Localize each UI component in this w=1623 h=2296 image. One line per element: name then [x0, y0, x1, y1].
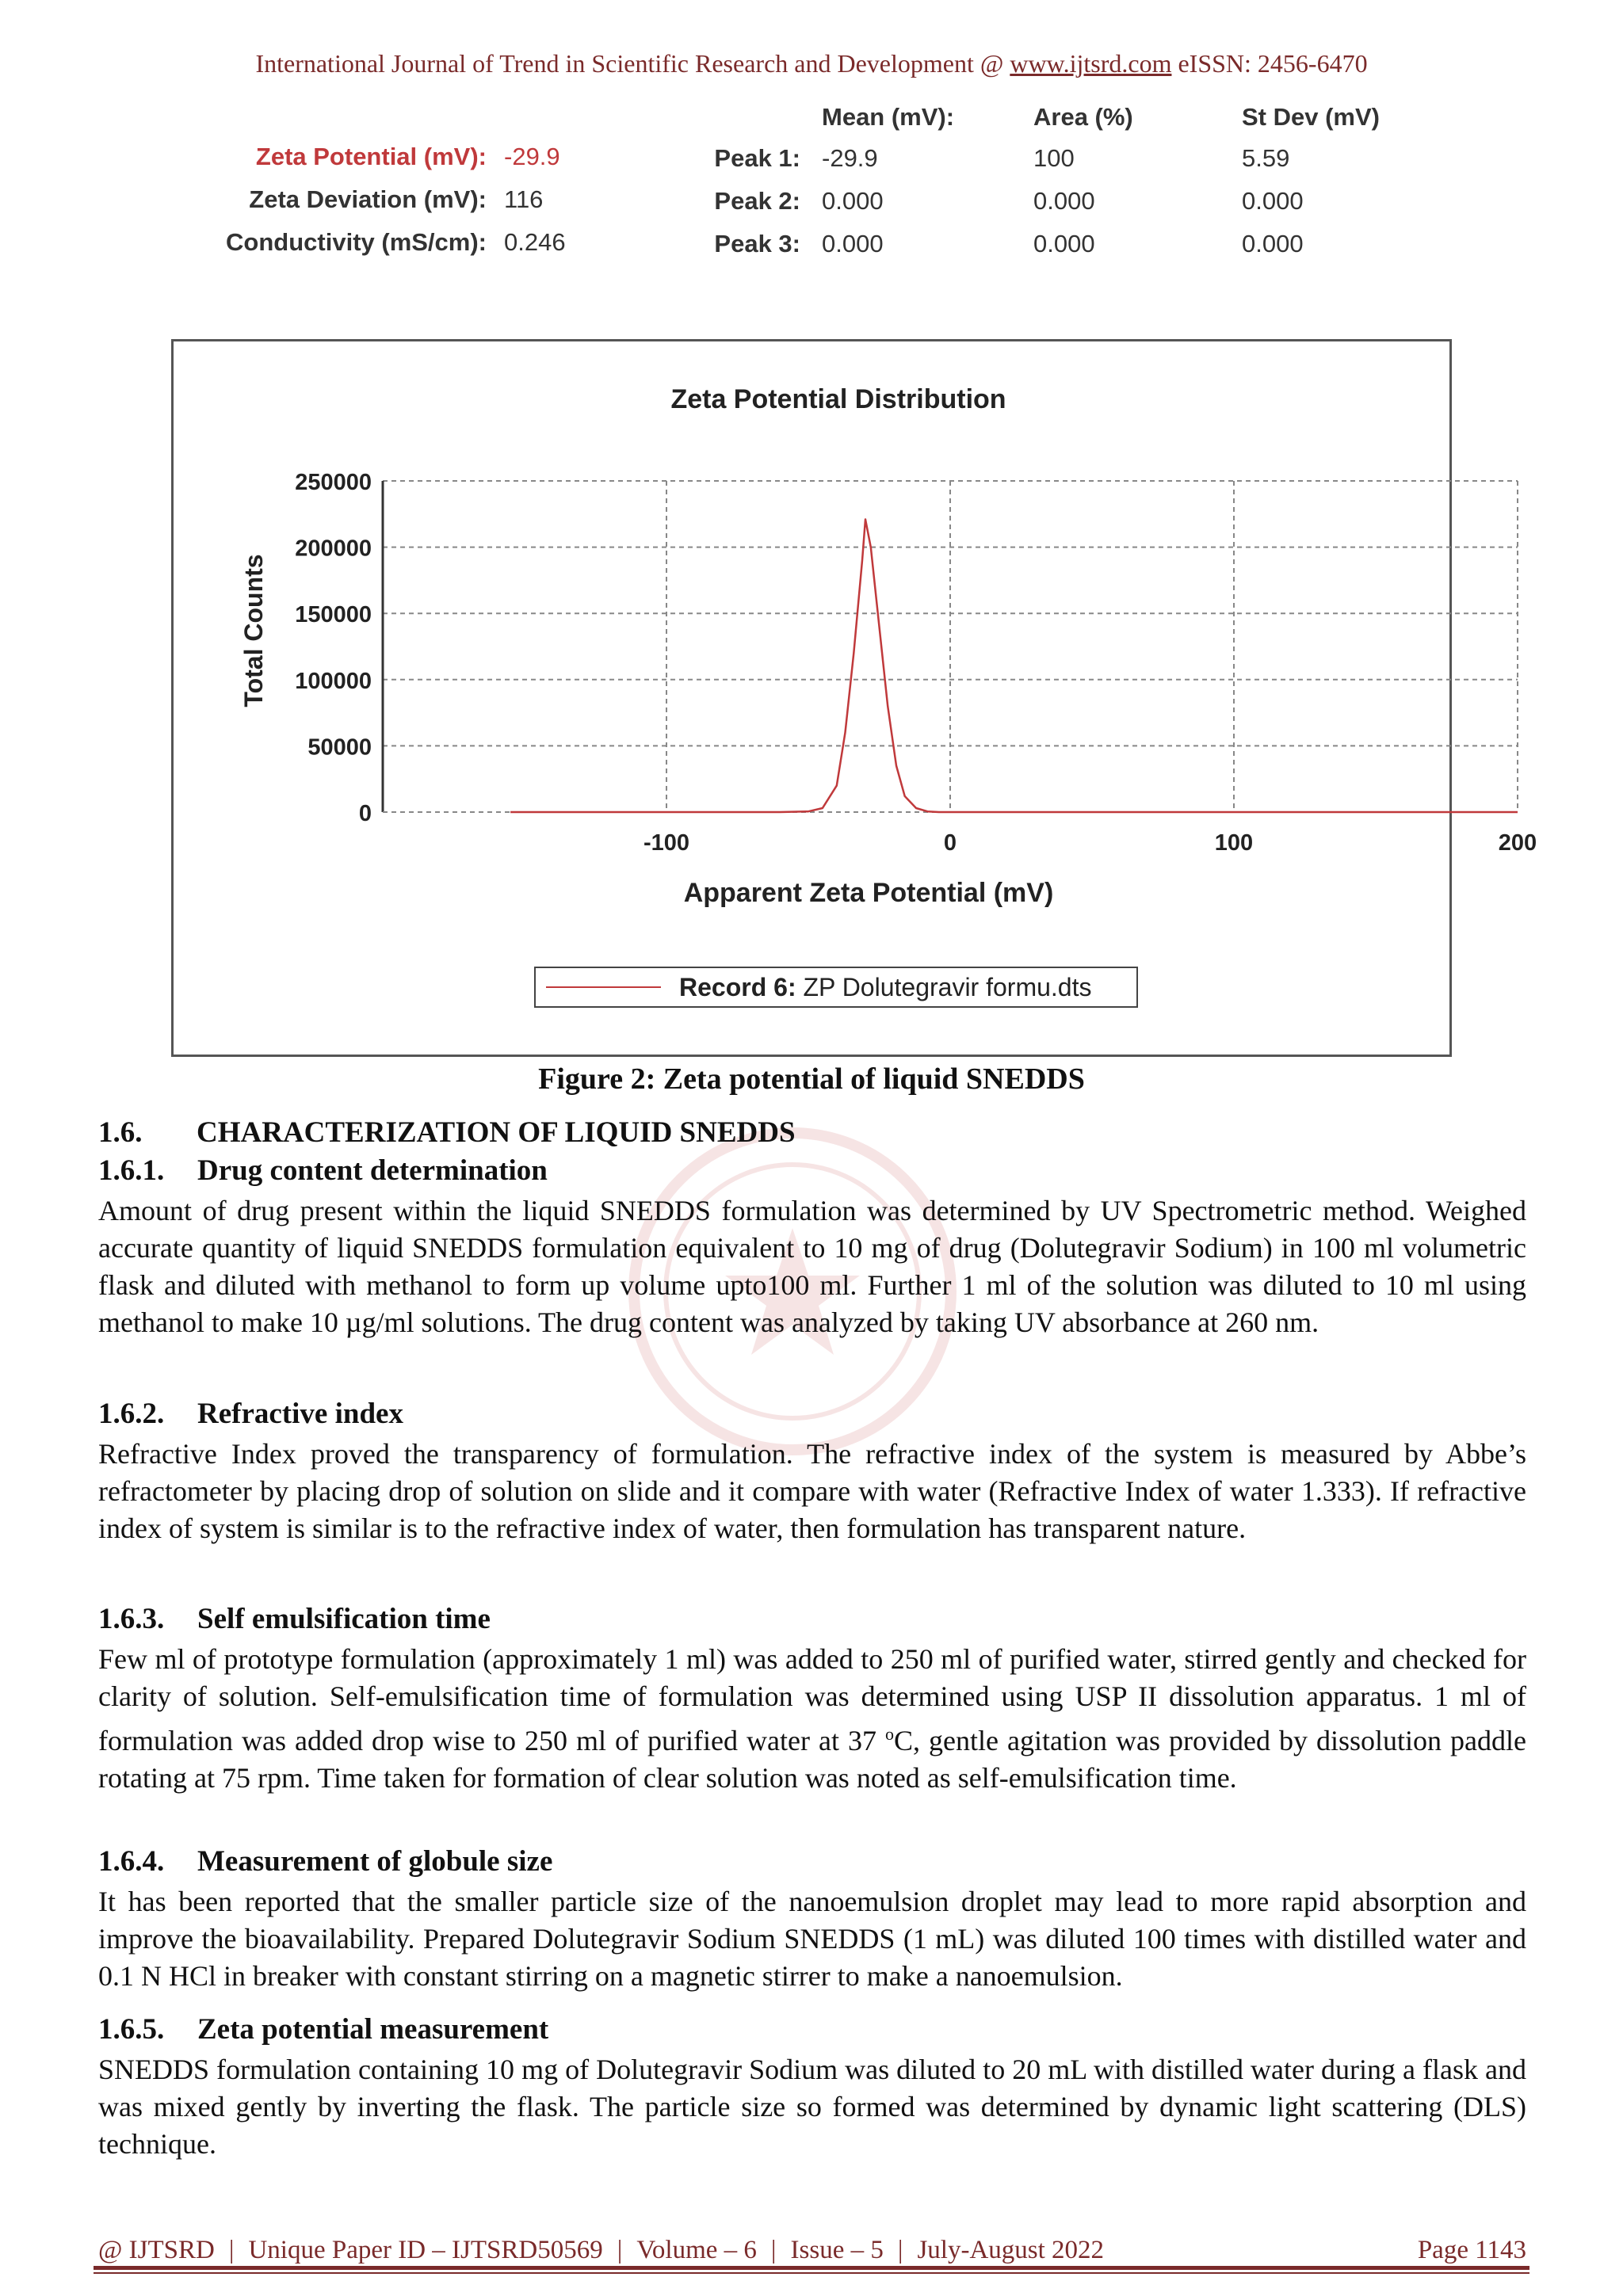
x-tick-label-3: 200: [1498, 830, 1537, 856]
y-axis-label: Total Counts: [239, 554, 268, 707]
y-tick-label-5: 250000: [295, 470, 372, 495]
footer-date: July-August 2022: [917, 2236, 1105, 2264]
subsection-1-number: 1.6.1.: [98, 1154, 165, 1187]
subsection-4-heading: [98, 1844, 552, 1878]
subsection-5-text: SNEDDS formulation containing 10 mg of Dolutegravir Sodium was diluted to 20 mL with distilled water during a flask and was mixed gently by inverting the flask. The particle size so formed was determined by dynamic light scattering (DLS) technique.: [98, 2054, 1526, 2160]
y-tick-label-4: 200000: [295, 536, 372, 562]
y-tick-label-3: 150000: [295, 602, 372, 628]
chart-legend: [535, 967, 1137, 1007]
legend-label-rest: ZP Dolutegravir formu.dts: [796, 973, 1092, 1001]
subsection-4-number: 1.6.4.: [98, 1845, 165, 1878]
peak-2-label: Peak 2:: [714, 187, 800, 215]
conductivity-label: Conductivity (mS/cm):: [226, 228, 487, 256]
y-tick-labels: [295, 470, 372, 826]
peak-1-area: 100: [1033, 144, 1075, 172]
subsection-3-number: 1.6.3.: [98, 1603, 165, 1635]
x-tick-label-0: -100: [643, 830, 690, 856]
section-number: 1.6.: [98, 1116, 143, 1149]
page-footer: @ IJTSRD | Unique Paper ID – IJTSRD50569 | Volume – 6 | Issue – 5 | July-August 2022 Page 1143: [98, 2236, 1526, 2264]
y-tick-label-0: 0: [358, 801, 372, 826]
subsection-3-text-b: C, gentle agitation was provided by dissolution paddle rotating at 75 rpm. Time taken for formation of clear solution was noted as self-emulsification time.: [98, 1725, 1526, 1794]
zeta-potential-value: -29.9: [504, 143, 560, 170]
zeta-potential-label: Zeta Potential (mV):: [255, 143, 487, 170]
subsection-4-text: It has been reported that the smaller particle size of the nanoemulsion droplet may lead to more rapid absorption and improve the bioavailability. Prepared Dolutegravir Sodium SNEDDS (1 mL) was diluted 100 times with distilled water and 0.1 N HCl in breaker with constant stirring on a magnetic stirrer to make a nanoemulsion.: [98, 1886, 1526, 1992]
chart-grid: [383, 481, 1518, 812]
degree-superscript: o: [885, 1724, 894, 1744]
x-tick-label-1: 0: [943, 830, 957, 856]
legend-label-bold: Record 6:: [679, 973, 796, 1001]
subsection-1-title: Drug content determination: [197, 1154, 548, 1187]
chart-title: Zeta Potential Distribution: [670, 384, 1006, 414]
col-header-mean: Mean (mV):: [822, 103, 955, 131]
peak-2-mean: 0.000: [822, 187, 884, 215]
peak-1-mean: -29.9: [822, 144, 878, 172]
x-tick-label-2: 100: [1214, 830, 1254, 856]
peak-3-label: Peak 3:: [714, 230, 800, 257]
peak-2-stdev: 0.000: [1242, 187, 1304, 215]
subsection-5-title: Zeta potential measurement: [197, 2013, 549, 2046]
col-header-stdev: St Dev (mV): [1242, 103, 1380, 131]
peak-3-mean: 0.000: [822, 230, 884, 257]
chart-series: [510, 520, 1518, 813]
series-line-0: [510, 520, 1518, 813]
footer-rule-thin: [94, 2272, 1529, 2274]
eissn: eISSN: 2456-6470: [1171, 49, 1368, 78]
subsection-2-heading: [98, 1397, 403, 1431]
section-title: CHARACTERIZATION OF LIQUID SNEDDS: [197, 1116, 796, 1149]
y-tick-label-2: 100000: [295, 668, 372, 694]
peak-1-stdev: 5.59: [1242, 144, 1290, 172]
zeta-stats-table: [0, 101, 1623, 284]
running-header: [0, 49, 1623, 78]
footer-page: Page 1143: [1417, 2236, 1526, 2264]
subsection-3-title: Self emulsification time: [197, 1603, 491, 1635]
peak-2-area: 0.000: [1033, 187, 1095, 215]
footer-journal: @ IJTSRD: [98, 2236, 215, 2264]
x-tick-labels: [643, 830, 1537, 856]
footer-volume: Volume – 6: [636, 2236, 757, 2264]
subsection-3-text-a: Few ml of prototype formulation (approximately 1 ml) was added to 250 ml of purified water, stirred gently and checked for clarity of solution. Self-emulsification time of formulation was determined using USP II dissolution apparatus. 1 ml of formulation was added drop wise to 250 ml of purified water at 37: [98, 1643, 1526, 1756]
footer-issue: Issue – 5: [790, 2236, 884, 2264]
subsection-5-number: 1.6.5.: [98, 2013, 165, 2046]
footer-rule: [94, 2266, 1529, 2270]
subsection-2-number: 1.6.2.: [98, 1398, 165, 1430]
zeta-deviation-value: 116: [504, 185, 544, 213]
x-axis-label: Apparent Zeta Potential (mV): [683, 878, 1054, 908]
zeta-chart-frame: [171, 339, 1537, 1057]
y-tick-label-1: 50000: [307, 734, 372, 761]
subsection-5-heading: [98, 2012, 548, 2046]
subsection-2-text: Refractive Index proved the transparency of formulation. The refractive index of the system is measured by Abbe’s refractometer by placing drop of solution on slide and it compare with water (Refractive Index of water 1.333). If refractive index of system is similar is to the refractive index of water, then formulation has transparent nature.: [98, 1438, 1526, 1544]
conductivity-value: 0.246: [504, 228, 566, 256]
subsection-3-heading: [98, 1602, 491, 1636]
zeta-deviation-label: Zeta Deviation (mV):: [249, 185, 487, 213]
footer-paper-id: Unique Paper ID – IJTSRD50569: [248, 2236, 603, 2264]
subsection-3-text: [98, 1641, 1526, 1797]
subsection-1-heading: [98, 1154, 548, 1188]
peak-3-area: 0.000: [1033, 230, 1095, 257]
peak-1-label: Peak 1:: [714, 144, 800, 172]
col-header-area: Area (%): [1033, 103, 1133, 131]
zeta-potential-chart: [174, 341, 1537, 1055]
legend-label: [679, 973, 1091, 1001]
journal-url-link[interactable]: www.ijtsrd.com: [1010, 49, 1172, 78]
subsection-4-title: Measurement of globule size: [197, 1845, 553, 1878]
figure-caption: Figure 2: Zeta potential of liquid SNEDDS: [538, 1062, 1085, 1096]
peak-3-stdev: 0.000: [1242, 230, 1304, 257]
subsection-2-title: Refractive index: [197, 1398, 403, 1430]
subsection-1-text: Amount of drug present within the liquid SNEDDS formulation was determined by UV Spectrometric method. Weighed accurate quantity of liquid SNEDDS formulation equivalent to 10 mg of drug (Dolutegravir Sodium) in 100 ml volumetric flask and diluted with methanol to form up volume upto100 ml. Further 1 ml of the solution was diluted to 10 ml using methanol to make 10 µg/ml solutions. The drug content was analyzed by taking UV absorbance at 260 nm.: [98, 1195, 1526, 1338]
journal-name: International Journal of Trend in Scientific Research and Development @: [255, 49, 1010, 78]
section-heading: [98, 1116, 796, 1150]
